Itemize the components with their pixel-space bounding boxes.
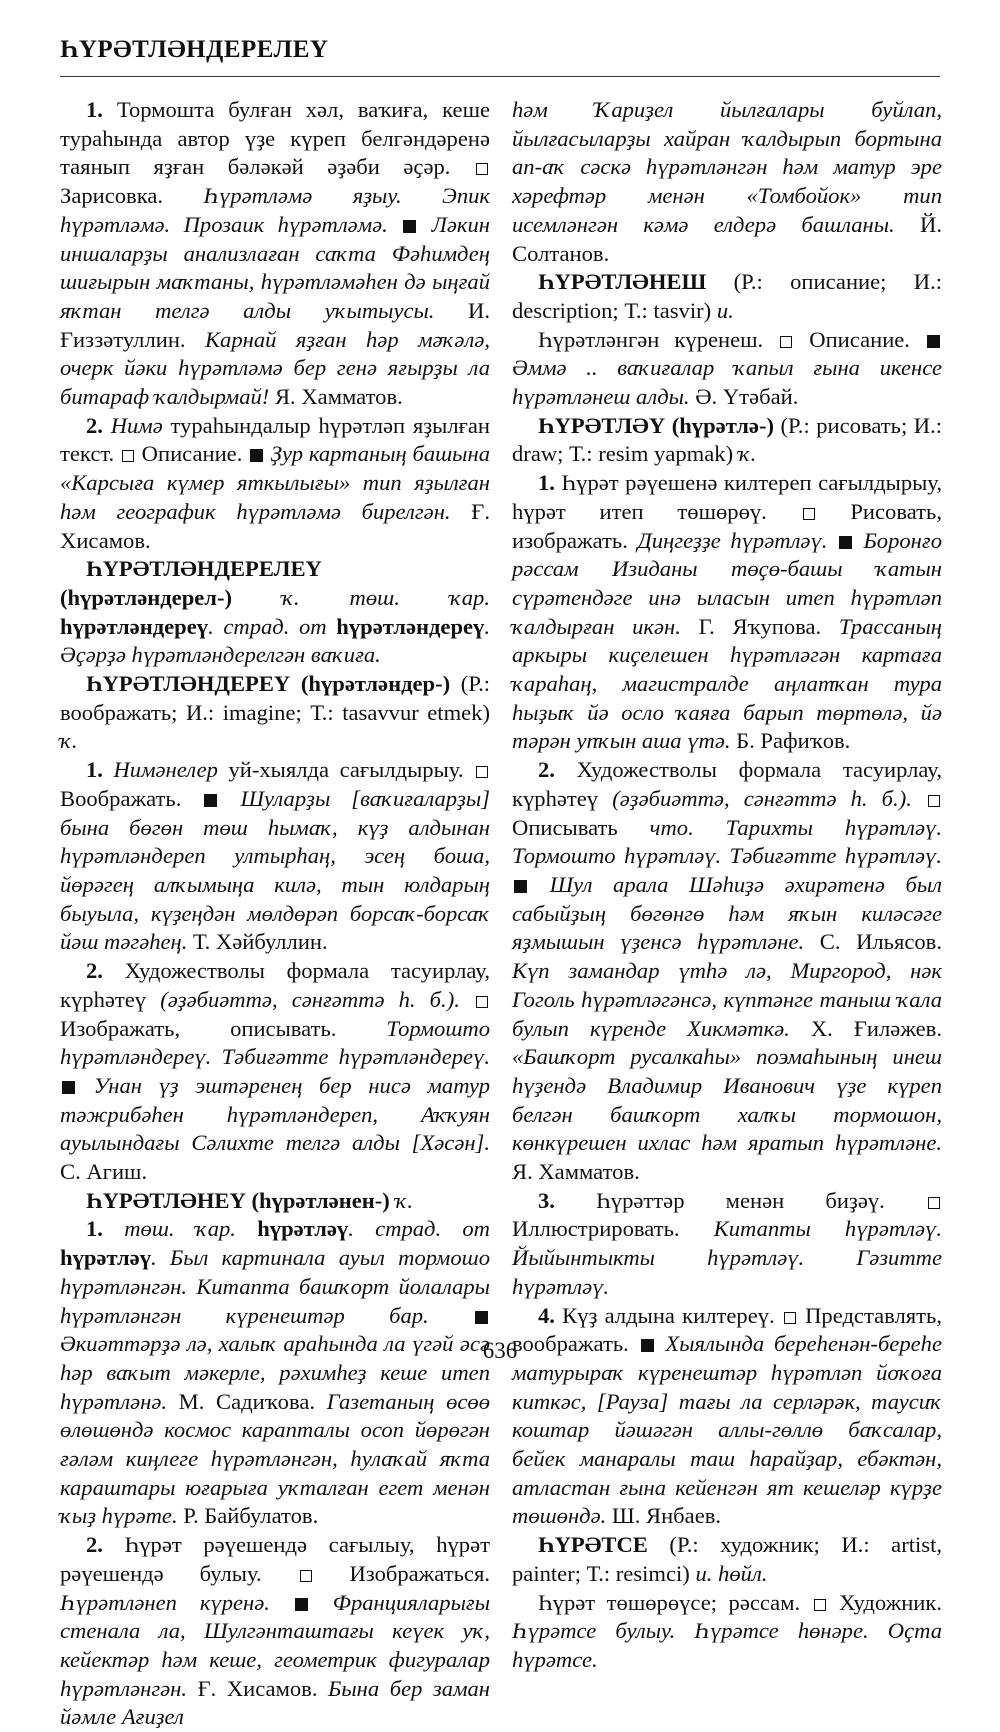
cross-reference: һүрәтләү — [257, 1216, 349, 1242]
white-square-icon — [928, 795, 940, 807]
sense-3-paragraph — [512, 1187, 942, 1302]
sense-1-paragraph — [60, 96, 490, 412]
definition: Һүрәттәр менән биҙәү. — [554, 1187, 926, 1213]
example: Диңгеҙҙе һүрәтләү. — [637, 527, 828, 553]
entry-hurätländereü — [60, 670, 490, 756]
entry-hurätse — [512, 1531, 942, 1588]
author: Б. Рафиҡов. — [730, 728, 851, 754]
black-square-icon — [250, 449, 263, 462]
quotation: Бына бер заман йәмле Ағиҙел — [60, 1675, 491, 1730]
example: . Был картинала ауыл тормошо һүрәтләнгән. Китапта башҡорт йолалары һүрәтләнгән күренештәр бар. — [60, 1245, 490, 1328]
black-square-icon — [295, 1598, 308, 1611]
definition: Тормошта булған хәл, ваҡиға, кеше тураһында автор үҙе күреп белгәндәренә таянып яҙған бәләкәй әҙәби әҫәр. — [60, 97, 490, 180]
quotation: Трассаның аркыры киҫелешен һүрәтләгән картаға ҡараһаң, магистралде аңлатҡан тура һыҙыҡ йә осло ҡаяға барып төртөлә, йә тәрән упҡын аша үтә. — [512, 613, 942, 754]
russian-equivalent: Изображать, описывать. — [60, 1015, 387, 1041]
russian-equivalent: Зарисовка. — [60, 183, 204, 209]
white-square-icon — [784, 1312, 796, 1324]
black-square-icon — [927, 335, 940, 348]
sense-number: 2. — [538, 757, 555, 783]
sense-number: 2. — [86, 1532, 103, 1558]
author: Г. Яҡупова. — [680, 613, 839, 639]
left-column — [60, 96, 490, 1732]
quotation: Боронғо рәссам Изиданы төҫө-башы ҡатын сүрәтендәге инә ыласын итеп һүрәтләп ҡалдырған икән. — [512, 527, 943, 639]
part-of-speech: ҡ. — [395, 1187, 414, 1213]
definition: Күҙ алдына килтереү. — [554, 1302, 782, 1328]
white-square-icon — [300, 1570, 312, 1582]
entry-hurätländereleü — [60, 555, 490, 670]
example: Һүрәтләмә яҙыу. Эпик һүрәтләмә. Прозаик һүрәтләмә. — [60, 183, 490, 237]
grammar-note: . страд. от — [208, 613, 337, 639]
russian-equivalent: Изображаться. — [313, 1560, 490, 1586]
definition-paragraph — [512, 1589, 942, 1675]
entry-hurätlänesh — [512, 268, 942, 325]
quotation: Францияларығы стенала ла, Шулгәнташтағы кеүек уҡ, кейектәр һәм кеше, геометрик фигуралар һүрәтләнгән. — [60, 1589, 490, 1701]
example: Һүрәтләнеп күренә. — [60, 1589, 270, 1615]
quotation: Ләкин иншаларҙы анализлаған саҡта Фәһимдең шиғырын маҡтаны, һүрәтләмәһен дә ыңғай яҡтан телгә алды уҡытыусы. — [60, 211, 490, 323]
black-square-icon — [403, 220, 416, 233]
russian-equivalent: Воображать. — [60, 785, 203, 811]
russian-equivalent: Описание. — [135, 441, 249, 467]
quotation: Шул арала Шәһиҙә әхирәтенә был сабыйҙың бөгөнгө һәм яҡын киләсәге яҙмышын үҙенсә һүрәтләне. — [512, 871, 942, 955]
entry-hurätläü — [512, 412, 942, 469]
author: С. Ильясов. — [804, 929, 942, 955]
cross-reference: һүрәтләндереү — [60, 613, 209, 639]
sense-1-paragraph — [60, 1215, 490, 1531]
sense-number: 2. — [86, 958, 103, 984]
definition: Һүрәт төшөрөүсе; рәссам. — [538, 1589, 812, 1615]
cross-reference: һүрәтләү — [60, 1245, 151, 1271]
russian-equivalent: Описание. — [794, 326, 925, 352]
page-number: 636 — [482, 1338, 518, 1363]
definition: Һүрәт рәүешенә килтереп сағылдырыу, һүрәт итеп төшөрөү. — [512, 470, 942, 524]
headword: ҺҮРӘТЛӘНЕШ — [538, 269, 707, 295]
example: Китапты һүрәтләү. Йыйынтыкты һүрәтләү. Гәзитте һүрәтләү. — [512, 1216, 942, 1299]
sense-2-paragraph — [512, 756, 942, 1187]
black-square-icon — [62, 1081, 75, 1094]
quotation: Газетаның өсөө өлөшөндә космос карапталы осоп йөрөгән ғәләм киңлеге һүрәтләнгән, һулаҡай яҡта караштары юғарыға уҡталған егет менән ҡыҙ һүрәте. — [60, 1388, 490, 1529]
white-square-icon — [780, 336, 792, 348]
quotation: һәм Ҡариҙел йылғалары буйлап, йылғасыларҙы хайран ҡалдырып бортына ап-аҡ сәскә һүрәтләнгән һәм матур эре хәрефтәр менән «Томбойок» тип исемләнгән кәмә елдерә башланы. — [512, 97, 942, 237]
part-of-speech: ҡ. — [738, 441, 757, 467]
grammar-note: . страд. от — [348, 1216, 490, 1242]
black-square-icon — [839, 536, 852, 549]
quotation: Күп замандар үтһә лә, Миргород, нәк Гоголь һүрәтләгәнсә, күптәнге таныш ҡала булып күренде Хикмәткә. — [512, 958, 942, 1041]
running-head: ҺҮРӘТЛӘНДЕРЕЛЕҮ — [60, 36, 329, 63]
sense-number: 1. — [86, 757, 114, 783]
sense-number: 3. — [538, 1187, 555, 1213]
author: Т. Хәйбуллин. — [187, 929, 328, 955]
sense-2-paragraph — [60, 1531, 490, 1732]
sense-number: 1. — [86, 1216, 125, 1242]
quotation: Хыялында береһенән-береһе матурыраҡ күренештәр һүрәтләп йоҡоға киткәс, [Рауза] тағы ла серләрәк, таусиҡ коштар йәшәгән аллы-гөллө баҡсалар, бейек манаралы таш һарайҙар, ебәктән, атластан ғына кейенгән ят кешеләр күрҙе төшөндә. — [512, 1331, 942, 1529]
author: Я. Хамматов. — [512, 1159, 640, 1185]
headword: ҺҮРӘТЛӘНДЕРЕҮ — [86, 671, 291, 697]
definition: тураһындалыр һүрәтләп яҙылған текст. — [60, 412, 490, 467]
author: Ғ. Хисамов. — [60, 498, 490, 553]
stem: (һүрәтләнен-) — [245, 1187, 396, 1213]
author: Р. Байбулатов. — [177, 1503, 319, 1529]
sense-1-paragraph — [60, 756, 490, 957]
grammar-note: ҡ. төш. ҡар. — [282, 584, 490, 610]
sense-number: 2. — [86, 412, 111, 438]
russian-equivalent: Представлять, воображать. — [512, 1302, 943, 1357]
definition: Һүрәтләнгән күренеш. — [538, 326, 779, 352]
stem: (һүрәтләндер-) — [290, 671, 451, 697]
grammar-note: төш. ҡар. — [124, 1216, 258, 1242]
white-square-icon — [476, 766, 488, 778]
quotation: Карнай яҙған һәр мәҡәлә, очерк йәки һүрәтләмә бер генә яғырҙы ла битараф ҡалдырмай! — [60, 326, 490, 410]
sense-2-paragraph — [60, 412, 490, 556]
sense-number: 1. — [538, 470, 555, 496]
black-square-icon — [204, 794, 217, 807]
cross-reference: һүрәтләндереү — [336, 613, 485, 639]
definition: Һүрәт рәүешендә сағылыу, һүрәт рәүешендә булыу. — [60, 1532, 490, 1586]
sense-number: 4. — [538, 1302, 555, 1328]
russian-equivalent: Рисовать, изображать. — [512, 498, 942, 553]
headword: ҺҮРӘТСЕ — [538, 1532, 648, 1558]
stem: (һүрәтләндерел-) — [60, 584, 282, 610]
header-rule — [60, 76, 940, 77]
author: Х. Ғиләжев. — [789, 1015, 942, 1041]
grammar-note: Нимәнелер — [113, 757, 218, 783]
black-square-icon — [475, 1311, 488, 1324]
black-square-icon — [514, 880, 527, 893]
headword: ҺҮРӘТЛӘНЕҮ — [86, 1187, 246, 1213]
stem: (һүрәтлә-) — [665, 412, 774, 438]
grammar-note: Нимә — [110, 412, 163, 438]
white-square-icon — [476, 163, 488, 175]
example: что. Тарихты һүрәтләү. Тормошто һүрәтләү. Тәбиғәтте һүрәтләү. — [512, 814, 942, 869]
author: И. Ғиззәтуллин. — [60, 297, 490, 352]
quotation: Шуларҙы [ваҡиғаларҙы] бына бөгөн төш һымаҡ, күҙ алдынан һүрәтләндереп ултырһаң, эсең боша, йөрәгең алҡымыңа килә, тын юлдарың быуыла, күҙеңдән мөлдөрәп борсаҡ-борсаҡ йәш тәгәһең. — [60, 785, 490, 955]
example: . Әҫәрҙә һүрәтләндерелгән ваҡиға. — [60, 613, 490, 668]
translations: (Р.: воображать; И.: imagine; Т.: tasavvur etmek) — [60, 671, 490, 725]
russian-equivalent: Иллюстрировать. — [512, 1216, 714, 1242]
white-square-icon — [476, 996, 488, 1008]
definition: Художестволы формала тасуирлау, күрһәтеү — [60, 958, 490, 1012]
grammar-note: (әҙәбиәттә, сәнғәттә һ. б.). — [612, 785, 912, 811]
white-square-icon — [814, 1599, 826, 1611]
part-of-speech: и. — [716, 297, 734, 323]
author: С. Агиш. — [60, 1159, 148, 1185]
white-square-icon — [803, 508, 815, 520]
quotation: Әкиәттәрҙә лә, халыҡ араһында ла үгәй әсә һәр ваҡыт мәкерле, рәхимһеҙ кеше итеп һүрәтләнә. — [60, 1331, 490, 1414]
quotation: Ҙур картаның башына «Карсыға күмер яткылығы» тип яҙылған һәм географик һүрәтләмә бирелгән. — [60, 441, 490, 524]
sense-1-paragraph — [512, 469, 942, 756]
russian-equivalent: Художник. — [827, 1589, 942, 1615]
headword: ҺҮРӘТЛӘНДЕРЕЛЕҮ — [86, 556, 322, 582]
author: Ә. Үтәбай. — [689, 384, 799, 410]
grammar-note: (әҙәбиәттә, сәнғәттә һ. б.). — [160, 986, 460, 1012]
sense-number: 1. — [86, 97, 103, 122]
translations: (Р.: художник; И.: artist, painter; Т.: resimci) — [512, 1532, 942, 1586]
example: Һүрәтсе булыу. Һүрәтсе һөнәре. Оҫта һүрәтсе. — [512, 1618, 942, 1672]
translations: (Р.: рисовать; И.: draw; Т.: resim yapmak) — [512, 412, 943, 467]
author: Ш. Янбаев. — [606, 1503, 722, 1529]
part-of-speech: ҡ. — [60, 728, 78, 754]
definition: уй-хыялда сағылдырыу. — [217, 757, 474, 783]
author: М. Садиҡова. — [167, 1388, 327, 1414]
headword: ҺҮРӘТЛӘҮ — [538, 412, 666, 438]
continued-quotation — [512, 96, 942, 268]
entry-hurätläneü — [60, 1187, 490, 1216]
russian-equivalent: Описывать — [512, 814, 650, 840]
quotation: «Башҡорт русалкаһы» поэмаһының инеш һүҙендә Владимир Иванович үҙе күреп белгән башҡорт халҡы тормошон, көнкүрешен ихлас һәм яратып һүрәтләне. — [512, 1044, 942, 1156]
sense-4-paragraph — [512, 1302, 942, 1532]
sense-2-paragraph — [60, 957, 490, 1187]
right-column — [512, 96, 942, 1675]
definition-paragraph — [512, 326, 942, 412]
quotation: Әммә .. ваҡиғалар ҡапыл ғына икенсе һүрәтләнеш алды. — [512, 355, 942, 410]
author: Ғ. Хисамов. — [187, 1675, 329, 1701]
definition: Художестволы формала тасуирлау, күрһәтеү — [512, 757, 942, 811]
example: Тормошто һүрәтләндереү. Тәбиғәтте һүрәтләндереү. — [60, 1015, 490, 1070]
part-of-speech: и. һөйл. — [695, 1560, 768, 1586]
white-square-icon — [928, 1197, 940, 1209]
white-square-icon — [122, 450, 134, 462]
author: Я. Хамматов. — [269, 384, 403, 410]
translations: (Р.: описание; И.: description; Т.: tasvir) — [512, 269, 942, 323]
author: Й. Солтанов. — [512, 211, 942, 266]
quotation: Унан үҙ эштәренең бер нисә матур тәжрибәһен һүрәтләндереп, Аҡҡуян ауылындағы Сәлихте телгә алды [Хәсән]. — [60, 1072, 490, 1156]
